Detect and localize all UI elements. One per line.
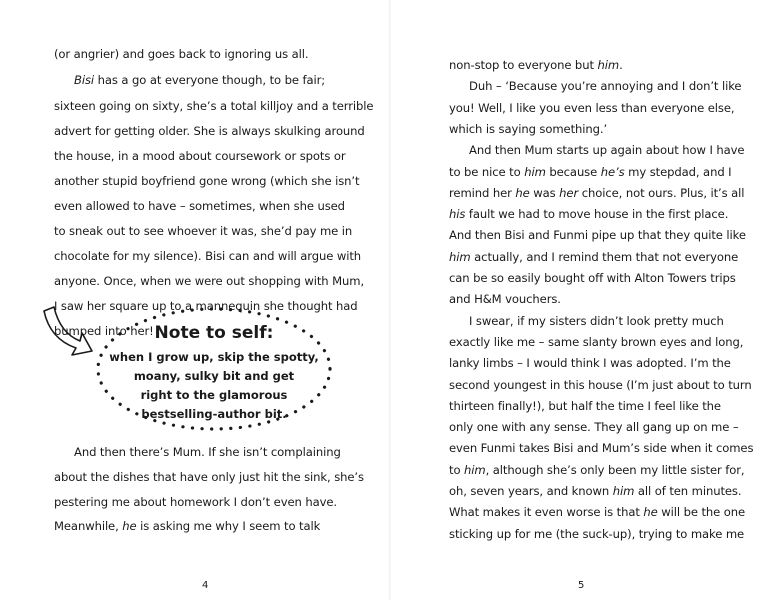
text-line: only one with any sense. They all gang up on me – xyxy=(449,420,739,435)
text-line: And then Bisi and Funmi pipe up that they quite like xyxy=(449,228,746,243)
note-line: moany, sulky bit and get xyxy=(133,369,295,383)
text-line: about the dishes that have only just hit the sink, she’s xyxy=(54,470,364,484)
text-line: bumped into her! xyxy=(54,324,154,338)
text-line: which is saying something.’ xyxy=(449,121,608,136)
text-line: you! Well, I like you even less than everyone else, xyxy=(449,100,735,115)
text-line: even allowed to have – sometimes, when she used xyxy=(54,199,345,213)
text-line: the house, in a mood about coursework or spots or xyxy=(54,149,346,163)
note-line: right to the glamorous xyxy=(140,388,288,402)
note-line: when I grow up, skip the spotty, xyxy=(109,350,319,364)
text-line: another stupid boyfriend gone wrong (which she isn’t xyxy=(54,174,360,188)
right-page xyxy=(390,0,781,600)
text-line: him actually, and I remind them that not everyone xyxy=(449,249,739,264)
text-line: to him, although she’s only been my little sister for, xyxy=(449,462,745,477)
text-line: Meanwhile, he is asking me why I seem to talk xyxy=(54,519,321,533)
text-line: to sneak out to see whoever it was, she’d pay me in xyxy=(54,224,353,238)
text-line: even Funmi takes Bisi and Mum’s side when it comes xyxy=(449,441,754,456)
text-line: non-stop to everyone but him. xyxy=(449,58,623,72)
text-line: I saw her square up to a mannequin she thought had xyxy=(54,299,358,313)
text-line: Bisi has a go at everyone though, to be fair; xyxy=(74,73,326,87)
text-line: his fault we had to move house in the first place. xyxy=(449,207,729,222)
left-page xyxy=(0,0,390,600)
text-line: to be nice to him because he’s my stepdad, and I xyxy=(449,164,732,179)
text-line: thirteen finally!), but half the time I feel like the xyxy=(449,398,721,413)
text-line: oh, seven years, and known him all of ten minutes. xyxy=(449,484,742,498)
text-line: chocolate for my silence). Bisi can and will argue with xyxy=(54,249,362,263)
text-line: can be so easily bought off with Alton Towers trips xyxy=(449,271,736,285)
note-title: Note to self: xyxy=(154,323,274,343)
text-line: and H&M vouchers. xyxy=(449,292,561,307)
text-line: second youngest in this house (I’m just about to turn xyxy=(449,377,752,392)
curved-arrow-icon xyxy=(38,303,98,363)
text-line: sixteen going on sixty, she’s a total killjoy and a terrible xyxy=(54,99,374,113)
note-line: bestselling-author bit. xyxy=(141,407,287,421)
page-number: 4 xyxy=(202,580,209,591)
text-line: What makes it even worse is that he will be the one xyxy=(449,505,746,520)
text-line: sticking up for me (the suck-up), trying to make me xyxy=(449,526,745,541)
text-line: exactly like me – same slanty brown eyes and long, xyxy=(449,334,744,349)
page-number: 5 xyxy=(578,580,585,591)
text-line: remind her he was her choice, not ours. Plus, it’s all xyxy=(449,185,745,200)
text-line: (or angrier) and goes back to ignoring us all. xyxy=(54,47,309,61)
text-line: anyone. Once, when we were out shopping with Mum, xyxy=(54,274,365,288)
text-line: I swear, if my sisters didn’t look pretty much xyxy=(469,313,724,328)
text-line: Duh – ‘Because you’re annoying and I don’t like xyxy=(469,79,742,94)
text-line: And then Mum starts up again about how I have xyxy=(469,143,745,158)
note-to-self-callout xyxy=(38,303,338,438)
text-line: And then there’s Mum. If she isn’t complaining xyxy=(74,445,341,459)
text-line: pestering me about homework I don’t even have. xyxy=(54,495,337,509)
text-line: lanky limbs – I would think I was adopted. I’m the xyxy=(449,356,731,371)
text-line: advert for getting older. She is always skulking around xyxy=(54,124,365,138)
